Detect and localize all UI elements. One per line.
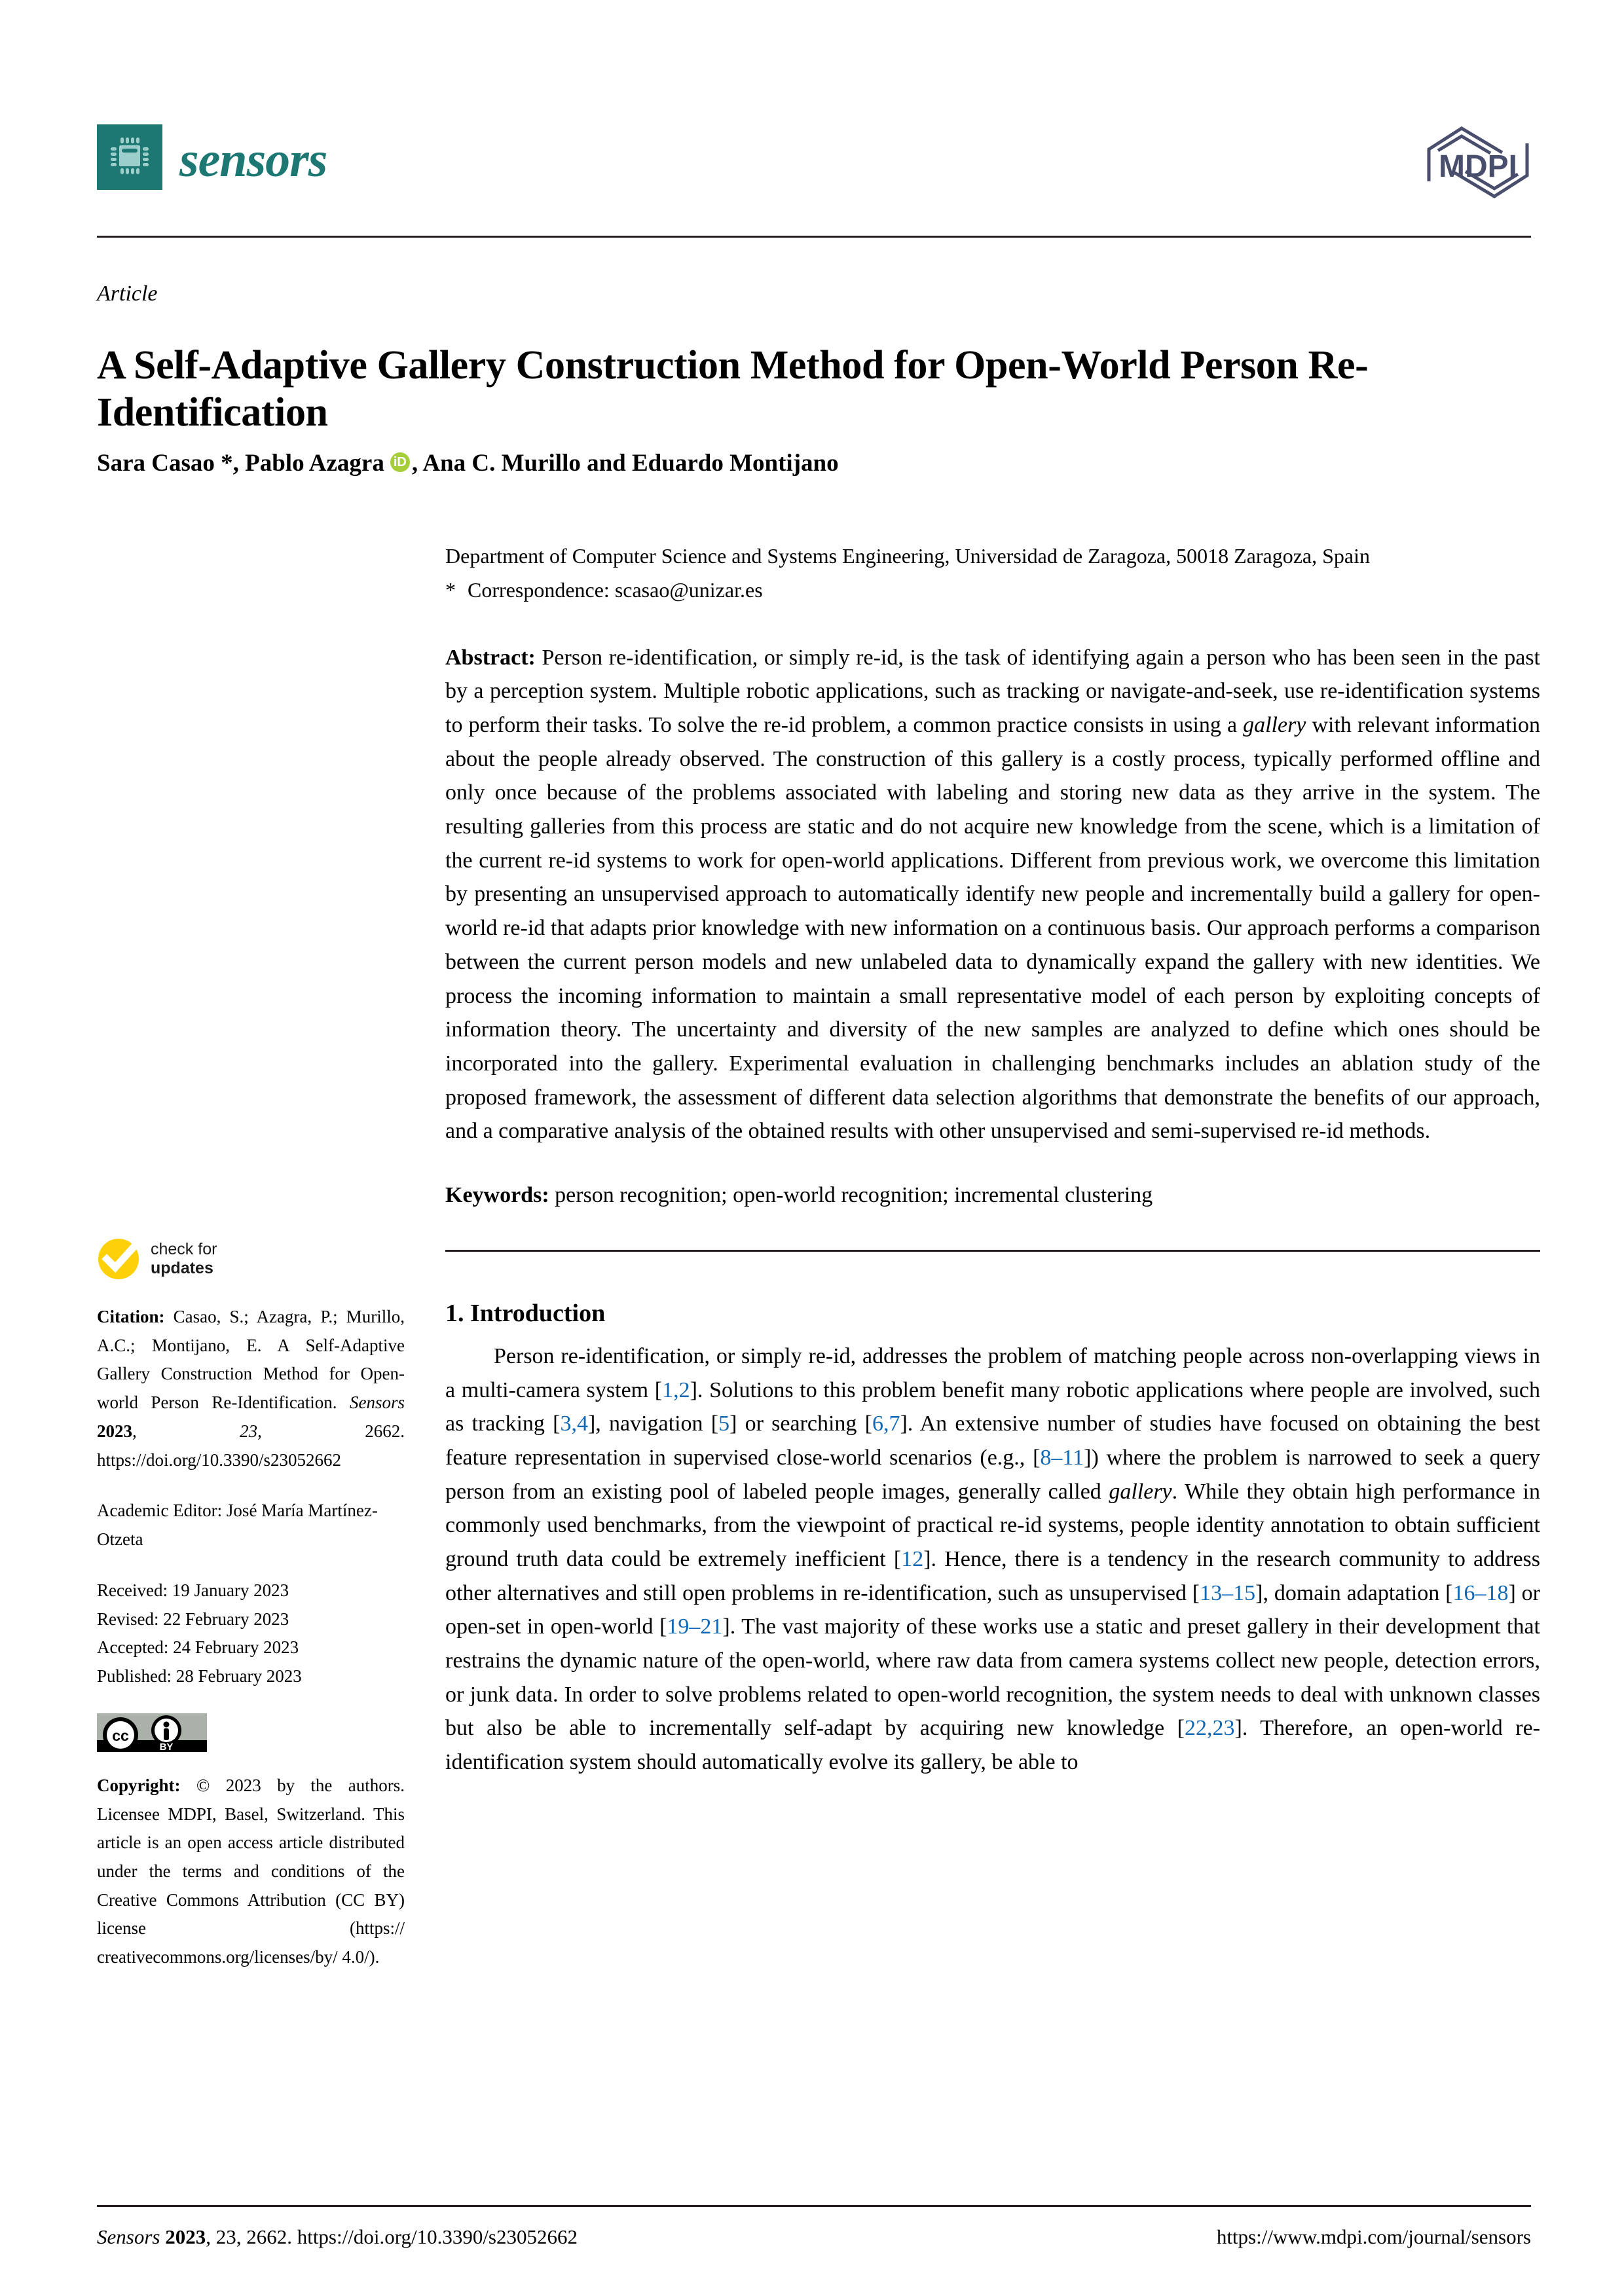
footer-doi[interactable]: , 23, 2662. https://doi.org/10.3390/s23052662 bbox=[206, 2225, 578, 2248]
intro-text-c: ], navigation [ bbox=[587, 1412, 719, 1436]
check-for-updates-line1: check for bbox=[151, 1239, 217, 1258]
intro-text-l: ]. Therefore, an open-world re-identification system should automatically evolve its gallery, be able to bbox=[445, 1716, 1540, 1774]
article-metadata-sidebar bbox=[97, 1237, 405, 1994]
keywords-label: Keywords: bbox=[445, 1182, 549, 1207]
abstract-italic-gallery: gallery bbox=[1243, 713, 1306, 738]
mdpi-logo[interactable] bbox=[1425, 126, 1531, 199]
author-list bbox=[97, 448, 1485, 479]
citation-ref-13-15[interactable]: 13–15 bbox=[1200, 1580, 1256, 1605]
citation-ref-19-21[interactable]: 19–21 bbox=[667, 1614, 723, 1639]
intro-italic-gallery: gallery bbox=[1109, 1479, 1172, 1504]
orcid-icon[interactable]: iD bbox=[390, 452, 410, 472]
journal-masthead bbox=[97, 124, 1531, 229]
section-heading-introduction: 1. Introduction bbox=[445, 1299, 606, 1327]
date-published: Published: 28 February 2023 bbox=[97, 1666, 302, 1686]
microchip-icon bbox=[97, 124, 162, 190]
citation-journal: Sensors bbox=[349, 1393, 405, 1413]
intro-text-h: ]. Hence, there is a tendency in the research community to address other alternatives and still open problems in re-identification, such as unsupervised [ bbox=[445, 1546, 1540, 1605]
abstract-divider bbox=[445, 1250, 1540, 1252]
abstract-part2: with relevant information about the people already observed. The construction of this gallery is a costly process, typically performed offline and only once because of the problems associated with labeling and storing new data as they arrive in the system. The resulting galleries from this process are static and do not acquire new knowledge from the scene, which is a limitation of the current re-id systems to work for open-world applications. Different from previous work, we overcome this limitation by presenting an unsupervised approach to automatically identify new people and incrementally build a gallery for open-world re-id that adapts prior knowledge with new information on a continuous basis. Our approach performs a comparison between the current person models and new unlabeled data to dynamically expand the gallery with new identities. We process the incoming information to maintain a small representative model of each person by exploiting concepts of information theory. The uncertainty and diversity of the new samples are analyzed to define which ones should be incorporated into the gallery. Experimental evaluation in challenging benchmarks includes an ablation study of the proposed framework, the assessment of different data selection algorithms that demonstrate the benefits of our approach, and a comparative analysis of the obtained results with other unsupervised and semi-supervised re-id methods. bbox=[445, 713, 1540, 1144]
intro-text-e: ]. An extensive number of studies have focused on obtaining the best feature representation in supervised close-world scenarios (e.g., [ bbox=[445, 1412, 1540, 1470]
intro-text-d: ] or searching [ bbox=[729, 1412, 872, 1436]
abstract-label: Abstract: bbox=[445, 645, 536, 670]
cc-badge-by-text: BY bbox=[159, 1741, 174, 1752]
header-divider bbox=[97, 236, 1531, 238]
footer-year: 2023 bbox=[160, 2225, 206, 2248]
intro-text-j: ] or open-set in open-world [ bbox=[445, 1580, 1540, 1639]
footer-citation bbox=[97, 2225, 578, 2249]
journal-title: sensors bbox=[179, 132, 327, 187]
authors-after-orcid: , Ana C. Murillo and Eduardo Montijano bbox=[411, 450, 839, 477]
citation-volume: , 23 bbox=[132, 1421, 258, 1441]
publication-dates bbox=[97, 1576, 405, 1691]
correspondence-line bbox=[445, 575, 1540, 605]
check-circle-icon bbox=[97, 1237, 140, 1281]
sensors-logo[interactable] bbox=[97, 124, 327, 190]
check-for-updates-line2: updates bbox=[151, 1259, 213, 1277]
citation-block bbox=[97, 1303, 405, 1474]
footer-divider bbox=[97, 2205, 1531, 2207]
citation-label: Citation: bbox=[97, 1307, 165, 1326]
check-for-updates-label bbox=[151, 1240, 217, 1279]
citation-doi[interactable]: , 2662. https://doi.org/10.3390/s23052662 bbox=[97, 1421, 405, 1470]
citation-ref-5[interactable]: 5 bbox=[718, 1412, 730, 1436]
cc-badge-cc-text: cc bbox=[112, 1726, 129, 1744]
page-title: A Self-Adaptive Gallery Construction Method for Open-World Person Re-Identification bbox=[97, 342, 1369, 435]
correspondence-text[interactable]: Correspondence: scasao@unizar.es bbox=[468, 578, 763, 602]
abstract-part1: Person re-identification, or simply re-id, is the task of identifying again a person who has been seen in the past by a perception system. Multiple robotic applications, such as tracking or navigate-and-seek, use re-identification systems to perform their tasks. To solve the re-id problem, a common practice consists in using a bbox=[445, 645, 1540, 738]
citation-ref-6-7[interactable]: 6,7 bbox=[872, 1412, 900, 1436]
date-revised: Revised: 22 February 2023 bbox=[97, 1609, 289, 1629]
citation-ref-3-4[interactable]: 3,4 bbox=[560, 1412, 588, 1436]
citation-ref-1-2[interactable]: 1,2 bbox=[662, 1377, 690, 1402]
citation-ref-12[interactable]: 12 bbox=[901, 1546, 924, 1571]
keywords-value: person recognition; open-world recognition; incremental clustering bbox=[549, 1182, 1153, 1207]
page-footer bbox=[97, 2225, 1531, 2249]
citation-ref-8-11[interactable]: 8–11 bbox=[1040, 1445, 1084, 1470]
citation-ref-16-18[interactable]: 16–18 bbox=[1452, 1580, 1509, 1605]
correspondence-marker: * bbox=[445, 578, 456, 602]
authors-before-orcid: Sara Casao *, Pablo Azagra bbox=[97, 450, 384, 477]
copyright-label: Copyright: bbox=[97, 1775, 181, 1795]
footer-journal: Sensors bbox=[97, 2225, 160, 2248]
main-content-column bbox=[445, 541, 1540, 1802]
intro-text-f: ]) where the problem is narrowed to seek a query person from an existing pool of labeled people images, generally called bbox=[445, 1445, 1541, 1504]
date-received: Received: 19 January 2023 bbox=[97, 1580, 289, 1600]
introduction-paragraph bbox=[445, 1339, 1540, 1779]
copyright-block bbox=[97, 1772, 405, 1972]
mdpi-logo-text: MDPI bbox=[1439, 149, 1517, 184]
date-accepted: Accepted: 24 February 2023 bbox=[97, 1637, 299, 1658]
intro-text-k: ]. The vast majority of these works use a static and preset gallery in their development that restrains the dynamic nature of the open-world, where raw data from camera systems collect new people, detection errors, or junk data. In order to solve problems related to open-world recognition, the system needs to deal with unknown classes but also be able to incrementally self-adapt by acquiring new knowledge [ bbox=[445, 1614, 1540, 1741]
creative-commons-by-badge[interactable] bbox=[97, 1713, 207, 1752]
affiliation-line: Department of Computer Science and Systems Engineering, Universidad de Zaragoza, 50018 Zaragoza, Spain bbox=[445, 544, 1370, 568]
intro-text-i: ], domain adaptation [ bbox=[1255, 1580, 1453, 1605]
article-type-label: Article bbox=[97, 282, 158, 306]
check-for-updates-badge[interactable] bbox=[97, 1237, 405, 1281]
citation-year: 2023 bbox=[97, 1421, 132, 1441]
intro-text-b: ]. Solutions to this problem benefit many robotic applications where people are involved, such as tracking [ bbox=[445, 1377, 1540, 1436]
footer-journal-url[interactable]: https://www.mdpi.com/journal/sensors bbox=[1216, 2225, 1531, 2248]
copyright-text: © 2023 by the authors. Licensee MDPI, Basel, Switzerland. This article is an open access article distributed under the terms and conditions of the Creative Commons Attribution (CC BY) license (https:// creativecommons.org/licenses/by/ 4.0/). bbox=[97, 1775, 405, 1967]
abstract-section bbox=[445, 641, 1540, 1148]
citation-authors-title: Casao, S.; Azagra, P.; Murillo, A.C.; Montijano, E. A Self-Adaptive Gallery Construction Method for Open-world Person Re-Identification. bbox=[97, 1307, 405, 1413]
intro-text-g: . While they obtain high performance in commonly used benchmarks, from the viewpoint of practical re-id systems, people identity annotation to obtain sufficient ground truth data could be extremely inefficient [ bbox=[445, 1479, 1540, 1571]
intro-text-a: Person re-identification, or simply re-id, addresses the problem of matching people across non-overlapping views in a multi-camera system [ bbox=[445, 1343, 1540, 1402]
citation-ref-22-23[interactable]: 22,23 bbox=[1185, 1716, 1235, 1741]
keywords-section bbox=[445, 1178, 1540, 1212]
academic-editor: Academic Editor: José María Martínez-Otzeta bbox=[97, 1501, 378, 1550]
